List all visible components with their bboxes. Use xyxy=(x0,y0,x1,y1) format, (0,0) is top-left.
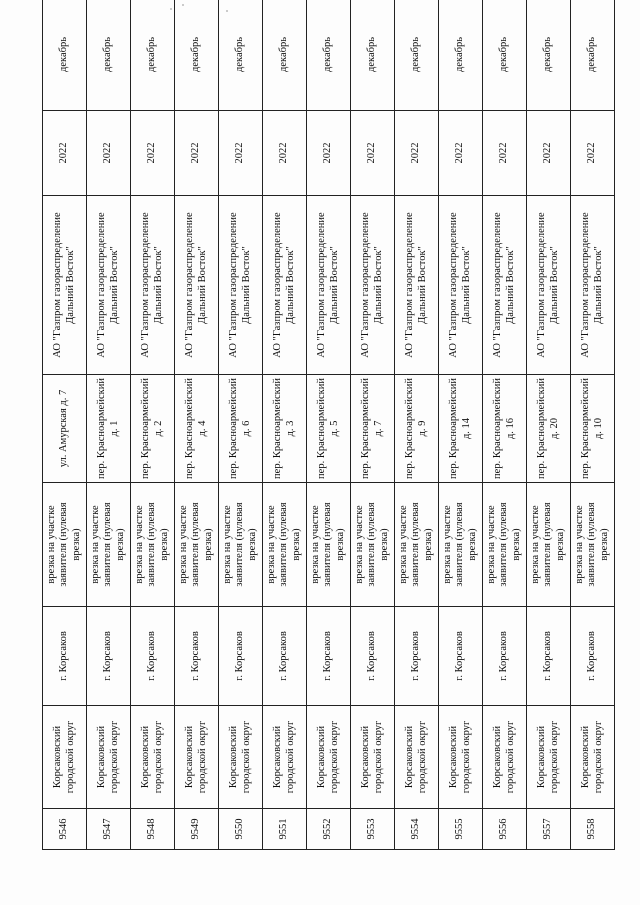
district-cell: Корсаковский городской округ xyxy=(219,706,263,809)
month-cell: декабрь xyxy=(571,0,615,111)
address-cell: пер. Красноармейский д. 10 xyxy=(571,375,615,483)
city-cell: г. Корсаков xyxy=(307,607,351,706)
year-cell: 2022 xyxy=(131,111,175,196)
organization-cell: АО "Газпром газораспределение Дальний Восток" xyxy=(351,196,395,375)
address-cell: пер. Красноармейский д. 3 xyxy=(263,375,307,483)
year-cell: 2022 xyxy=(527,111,571,196)
year-cell: 2022 xyxy=(483,111,527,196)
work-type-cell: врезка на участке заявителя (нулевая врезка) xyxy=(395,483,439,607)
row-number: 9556 xyxy=(483,809,527,850)
year-cell: 2022 xyxy=(43,111,87,196)
city-cell: г. Корсаков xyxy=(263,607,307,706)
month-cell: декабрь xyxy=(351,0,395,111)
row-number: 9549 xyxy=(175,809,219,850)
address-cell: пер. Красноармейский д. 9 xyxy=(395,375,439,483)
month-cell: декабрь xyxy=(439,0,483,111)
address-cell: пер. Красноармейский д. 4 xyxy=(175,375,219,483)
address-cell: пер. Красноармейский д. 16 xyxy=(483,375,527,483)
address-cell: пер. Красноармейский д. 14 xyxy=(439,375,483,483)
work-type-cell: врезка на участке заявителя (нулевая врезка) xyxy=(439,483,483,607)
city-cell: г. Корсаков xyxy=(175,607,219,706)
district-cell: Корсаковский городской округ xyxy=(527,706,571,809)
row-number: 9553 xyxy=(351,809,395,850)
organization-cell: АО "Газпром газораспределение Дальний Восток" xyxy=(395,196,439,375)
district-cell: Корсаковский городской округ xyxy=(87,706,131,809)
organization-cell: АО "Газпром газораспределение Дальний Восток" xyxy=(439,196,483,375)
table-row xyxy=(483,0,527,850)
organization-cell: АО "Газпром газораспределение Дальний Восток" xyxy=(483,196,527,375)
work-type-cell: врезка на участке заявителя (нулевая врезка) xyxy=(131,483,175,607)
organization-cell: АО "Газпром газораспределение Дальний Восток" xyxy=(175,196,219,375)
table-row xyxy=(263,0,307,850)
month-cell: декабрь xyxy=(175,0,219,111)
work-type-cell: врезка на участке заявителя (нулевая врезка) xyxy=(175,483,219,607)
organization-cell: АО "Газпром газораспределение Дальний Восток" xyxy=(263,196,307,375)
city-cell: г. Корсаков xyxy=(395,607,439,706)
work-type-cell: врезка на участке заявителя (нулевая врезка) xyxy=(87,483,131,607)
row-number: 9555 xyxy=(439,809,483,850)
table-row xyxy=(43,0,87,850)
district-cell: Корсаковский городской округ xyxy=(131,706,175,809)
month-cell: декабрь xyxy=(395,0,439,111)
table-row xyxy=(351,0,395,850)
city-cell: г. Корсаков xyxy=(571,607,615,706)
row-number: 9548 xyxy=(131,809,175,850)
district-cell: Корсаковский городской округ xyxy=(571,706,615,809)
work-type-cell: врезка на участке заявителя (нулевая врезка) xyxy=(263,483,307,607)
month-cell: декабрь xyxy=(307,0,351,111)
district-cell: Корсаковский городской округ xyxy=(439,706,483,809)
year-cell: 2022 xyxy=(351,111,395,196)
table-row xyxy=(219,0,263,850)
work-type-cell: врезка на участке заявителя (нулевая врезка) xyxy=(483,483,527,607)
work-type-cell: врезка на участке заявителя (нулевая врезка) xyxy=(527,483,571,607)
year-cell: 2022 xyxy=(395,111,439,196)
table-row xyxy=(439,0,483,850)
city-cell: г. Корсаков xyxy=(219,607,263,706)
organization-cell: АО "Газпром газораспределение Дальний Восток" xyxy=(307,196,351,375)
year-cell: 2022 xyxy=(87,111,131,196)
organization-cell: АО "Газпром газораспределение Дальний Восток" xyxy=(219,196,263,375)
address-cell: пер. Красноармейский д. 7 xyxy=(351,375,395,483)
city-cell: г. Корсаков xyxy=(483,607,527,706)
table-row xyxy=(527,0,571,850)
district-cell: Корсаковский городской округ xyxy=(351,706,395,809)
row-number: 9554 xyxy=(395,809,439,850)
address-cell: ул. Амурская д. 7 xyxy=(43,375,87,483)
year-cell: 2022 xyxy=(307,111,351,196)
organization-cell: АО "Газпром газораспределение Дальний Восток" xyxy=(571,196,615,375)
gas-connection-table xyxy=(42,0,615,850)
month-cell: декабрь xyxy=(263,0,307,111)
address-cell: пер. Красноармейский д. 1 xyxy=(87,375,131,483)
table-row xyxy=(131,0,175,850)
district-cell: Корсаковский городской округ xyxy=(43,706,87,809)
row-number: 9558 xyxy=(571,809,615,850)
address-cell: пер. Красноармейский д. 6 xyxy=(219,375,263,483)
work-type-cell: врезка на участке заявителя (нулевая врезка) xyxy=(571,483,615,607)
work-type-cell: врезка на участке заявителя (нулевая врезка) xyxy=(351,483,395,607)
year-cell: 2022 xyxy=(219,111,263,196)
year-cell: 2022 xyxy=(571,111,615,196)
month-cell: декабрь xyxy=(131,0,175,111)
month-cell: декабрь xyxy=(219,0,263,111)
row-number: 9550 xyxy=(219,809,263,850)
month-cell: декабрь xyxy=(483,0,527,111)
work-type-cell: врезка на участке заявителя (нулевая врезка) xyxy=(307,483,351,607)
table-row xyxy=(87,0,131,850)
row-number: 9557 xyxy=(527,809,571,850)
year-cell: 2022 xyxy=(175,111,219,196)
month-cell: декабрь xyxy=(527,0,571,111)
row-number: 9551 xyxy=(263,809,307,850)
table-row xyxy=(307,0,351,850)
organization-cell: АО "Газпром газораспределение Дальний Восток" xyxy=(43,196,87,375)
district-cell: Корсаковский городской округ xyxy=(307,706,351,809)
city-cell: г. Корсаков xyxy=(527,607,571,706)
address-cell: пер. Красноармейский д. 5 xyxy=(307,375,351,483)
organization-cell: АО "Газпром газораспределение Дальний Восток" xyxy=(527,196,571,375)
work-type-cell: врезка на участке заявителя (нулевая врезка) xyxy=(43,483,87,607)
city-cell: г. Корсаков xyxy=(43,607,87,706)
organization-cell: АО "Газпром газораспределение Дальний Восток" xyxy=(131,196,175,375)
district-cell: Корсаковский городской округ xyxy=(263,706,307,809)
table-row xyxy=(395,0,439,850)
work-type-cell: врезка на участке заявителя (нулевая врезка) xyxy=(219,483,263,607)
month-cell: декабрь xyxy=(87,0,131,111)
row-number: 9552 xyxy=(307,809,351,850)
organization-cell: АО "Газпром газораспределение Дальний Восток" xyxy=(87,196,131,375)
address-cell: пер. Красноармейский д. 20 xyxy=(527,375,571,483)
district-cell: Корсаковский городской округ xyxy=(483,706,527,809)
year-cell: 2022 xyxy=(439,111,483,196)
district-cell: Корсаковский городской округ xyxy=(395,706,439,809)
row-number: 9547 xyxy=(87,809,131,850)
table-row xyxy=(175,0,219,850)
year-cell: 2022 xyxy=(263,111,307,196)
city-cell: г. Корсаков xyxy=(351,607,395,706)
table-row xyxy=(571,0,615,850)
table-body xyxy=(43,0,615,850)
city-cell: г. Корсаков xyxy=(87,607,131,706)
district-cell: Корсаковский городской округ xyxy=(175,706,219,809)
city-cell: г. Корсаков xyxy=(131,607,175,706)
city-cell: г. Корсаков xyxy=(439,607,483,706)
row-number: 9546 xyxy=(43,809,87,850)
address-cell: пер. Красноармейский д. 2 xyxy=(131,375,175,483)
month-cell: декабрь xyxy=(43,0,87,111)
